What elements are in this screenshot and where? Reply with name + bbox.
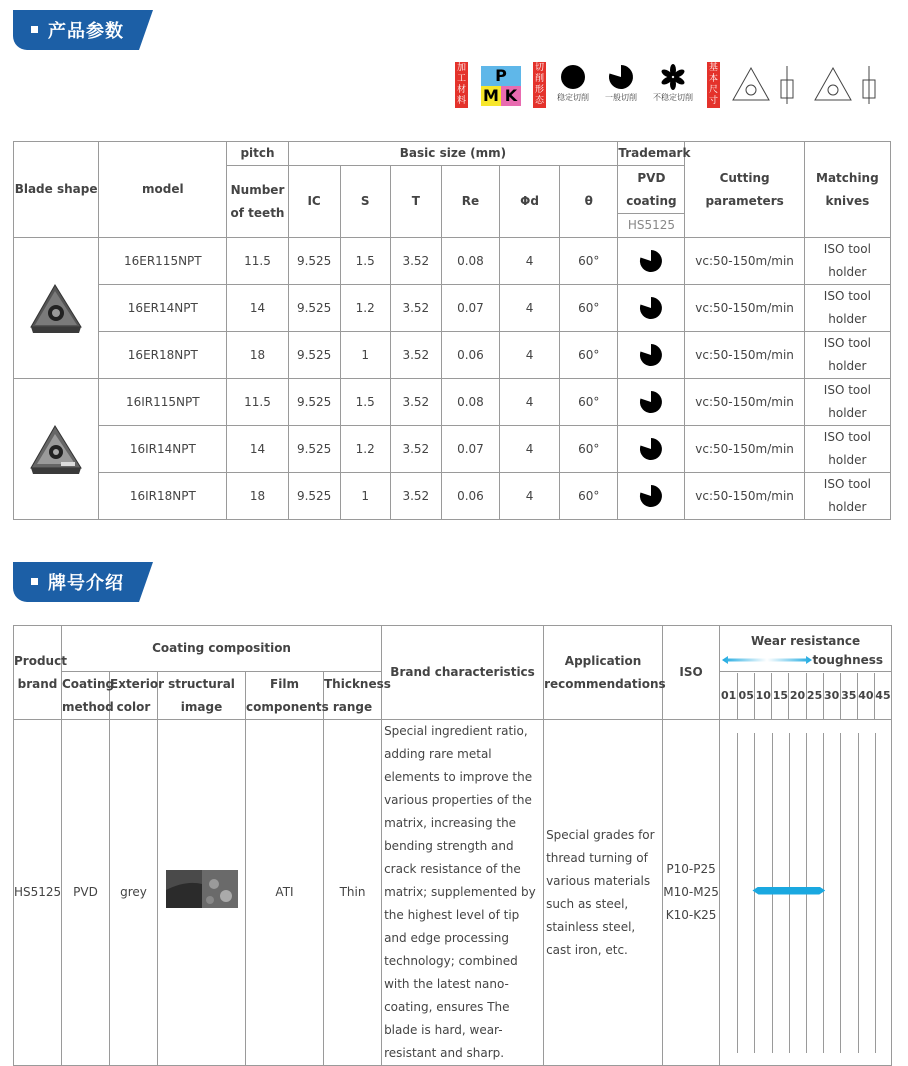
cell-t: 3.52 bbox=[390, 473, 441, 520]
cell-teeth: 18 bbox=[227, 332, 288, 379]
cell-ic: 9.525 bbox=[288, 285, 340, 332]
cell-color: grey bbox=[110, 720, 158, 1066]
cell-teeth: 14 bbox=[227, 285, 288, 332]
th-pvd: PVD coating bbox=[618, 166, 685, 214]
cell-s: 1 bbox=[340, 473, 390, 520]
cell-brand: HS5125 bbox=[14, 720, 62, 1066]
chip-normal bbox=[599, 62, 643, 103]
th-scale bbox=[720, 672, 892, 720]
dimension-diagrams bbox=[725, 62, 895, 108]
cell-coating bbox=[618, 332, 685, 379]
pmk-k: K bbox=[501, 86, 521, 106]
cell-ic: 9.525 bbox=[288, 426, 340, 473]
cell-d: 4 bbox=[500, 332, 560, 379]
cell-cutting: vc:50-150m/min bbox=[685, 332, 804, 379]
cell-ic: 9.525 bbox=[288, 332, 340, 379]
scale-row bbox=[720, 673, 891, 719]
cell-wear-chart bbox=[720, 720, 892, 1066]
cell-film: ATI bbox=[246, 720, 324, 1066]
grid-line bbox=[823, 733, 824, 1053]
cell-d: 4 bbox=[500, 238, 560, 285]
grid-line bbox=[875, 733, 876, 1053]
wear-range-bar bbox=[752, 887, 825, 895]
th-s: S bbox=[340, 166, 390, 238]
cell-t: 3.52 bbox=[390, 238, 441, 285]
cell-t: 3.52 bbox=[390, 379, 441, 426]
cell-re: 0.07 bbox=[441, 426, 499, 473]
section-title: 牌号介绍 bbox=[48, 573, 124, 594]
grid-line bbox=[737, 733, 738, 1053]
cell-re: 0.07 bbox=[441, 285, 499, 332]
table-row bbox=[14, 379, 891, 426]
scale-tick-05: 05 bbox=[737, 673, 754, 719]
th-color: Exterior color bbox=[110, 672, 158, 720]
cell-coating bbox=[618, 426, 685, 473]
wear-grid bbox=[720, 733, 891, 1053]
cell-teeth: 11.5 bbox=[227, 238, 288, 285]
cell-ic: 9.525 bbox=[288, 473, 340, 520]
cell-knife: ISO tool holder bbox=[804, 379, 890, 426]
chip-label: 稳定切削 bbox=[557, 93, 589, 102]
section-header-params bbox=[13, 10, 165, 52]
cell-model: 16ER18NPT bbox=[99, 332, 227, 379]
wear-toughness-row bbox=[720, 653, 891, 667]
th-knives: Matching knives bbox=[804, 142, 890, 238]
insert-internal-image bbox=[14, 379, 99, 520]
bullet-icon bbox=[31, 26, 38, 33]
wear-label: Wear resistance bbox=[750, 634, 861, 648]
pacman-circle-icon bbox=[608, 64, 634, 90]
pacman-circle-icon bbox=[639, 343, 663, 367]
th-grade: HS5125 bbox=[618, 214, 685, 238]
cell-knife: ISO tool holder bbox=[804, 332, 890, 379]
th-model: model bbox=[99, 142, 227, 238]
cell-coating bbox=[618, 285, 685, 332]
th-wear bbox=[720, 626, 892, 672]
cell-cutting: vc:50-150m/min bbox=[685, 238, 804, 285]
chip-tag: 切削形态 bbox=[534, 63, 544, 106]
cell-characteristics: Special ingredient ratio, adding rare metal elements to improve the various properties of the matrix, increasing the bending strength and crack resistance of the matrix; supplemented by the highest level of tip and edge processing technology; combined with the latest nano-coating, ensures The blade is hard, wear-resistant and sharp. bbox=[382, 720, 544, 1066]
size-tag: 基本尺寸 bbox=[708, 63, 718, 106]
cell-d: 4 bbox=[500, 285, 560, 332]
cell-structural-image bbox=[158, 720, 246, 1066]
scale-tick-01: 01 bbox=[720, 688, 737, 702]
scale-tick-35: 35 bbox=[840, 673, 857, 719]
cell-cutting: vc:50-150m/min bbox=[685, 285, 804, 332]
cell-s: 1 bbox=[340, 332, 390, 379]
cell-t: 3.52 bbox=[390, 426, 441, 473]
pacman-circle-icon bbox=[639, 390, 663, 414]
cell-theta: 60° bbox=[560, 379, 618, 426]
th-basic-size: Basic size (mm) bbox=[288, 142, 618, 166]
cell-theta: 60° bbox=[560, 285, 618, 332]
table-row bbox=[14, 426, 891, 473]
table-row bbox=[14, 473, 891, 520]
cell-model: 16IR18NPT bbox=[99, 473, 227, 520]
th-image: structural image bbox=[158, 672, 246, 720]
cell-re: 0.06 bbox=[441, 332, 499, 379]
cell-teeth: 18 bbox=[227, 473, 288, 520]
cell-knife: ISO tool holder bbox=[804, 238, 890, 285]
th-re: Re bbox=[441, 166, 499, 238]
cell-coating bbox=[618, 238, 685, 285]
legend-strip bbox=[455, 62, 895, 112]
full-circle-icon bbox=[560, 64, 586, 90]
bullet-icon bbox=[31, 578, 38, 585]
cell-knife: ISO tool holder bbox=[804, 426, 890, 473]
cell-method: PVD bbox=[62, 720, 110, 1066]
product-params-table bbox=[13, 141, 891, 520]
th-coating-comp: Coating composition bbox=[62, 626, 382, 672]
th-t: T bbox=[390, 166, 441, 238]
pmk-p: P bbox=[481, 66, 521, 86]
cell-ic: 9.525 bbox=[288, 379, 340, 426]
cell-knife: ISO tool holder bbox=[804, 473, 890, 520]
insert-icon bbox=[25, 418, 87, 480]
cell-t: 3.52 bbox=[390, 285, 441, 332]
cell-thickness: Thin bbox=[324, 720, 382, 1066]
grid-line bbox=[754, 733, 755, 1053]
scale-tick-10: 10 bbox=[754, 673, 771, 719]
cell-t: 3.52 bbox=[390, 332, 441, 379]
cell-knife: ISO tool holder bbox=[804, 285, 890, 332]
cell-teeth: 14 bbox=[227, 426, 288, 473]
cell-s: 1.5 bbox=[340, 379, 390, 426]
chip-unstable bbox=[651, 62, 695, 103]
cell-application: Special grades for thread turning of various materials such as steel, stainless steel, cast iron, etc. bbox=[544, 720, 663, 1066]
cell-cutting: vc:50-150m/min bbox=[685, 473, 804, 520]
grid-line bbox=[858, 733, 859, 1053]
table-row bbox=[14, 238, 891, 285]
cell-teeth: 11.5 bbox=[227, 379, 288, 426]
cell-cutting: vc:50-150m/min bbox=[685, 426, 804, 473]
cell-coating bbox=[618, 379, 685, 426]
th-characteristics: Brand characteristics bbox=[382, 626, 544, 720]
cell-ic: 9.525 bbox=[288, 238, 340, 285]
pacman-circle-icon bbox=[639, 484, 663, 508]
fan-icon bbox=[660, 64, 686, 90]
th-application: Application recommendations bbox=[544, 626, 663, 720]
insert-icon bbox=[25, 277, 87, 339]
cell-theta: 60° bbox=[560, 238, 618, 285]
th-method: Coating method bbox=[62, 672, 110, 720]
th-ic: IC bbox=[288, 166, 340, 238]
table-row bbox=[14, 720, 892, 1066]
cell-model: 16IR14NPT bbox=[99, 426, 227, 473]
th-thickness: Thickness range bbox=[324, 672, 382, 720]
cell-theta: 60° bbox=[560, 332, 618, 379]
th-trademark: Trademark bbox=[618, 142, 685, 166]
cell-s: 1.5 bbox=[340, 238, 390, 285]
cell-re: 0.08 bbox=[441, 238, 499, 285]
cell-model: 16ER14NPT bbox=[99, 285, 227, 332]
pmk-m: M bbox=[481, 86, 501, 106]
cell-model: 16ER115NPT bbox=[99, 238, 227, 285]
th-d: Φd bbox=[500, 166, 560, 238]
scale-tick-20: 20 bbox=[788, 673, 805, 719]
cell-cutting: vc:50-150m/min bbox=[685, 379, 804, 426]
cell-theta: 60° bbox=[560, 426, 618, 473]
toughness-label: toughness bbox=[812, 653, 884, 667]
th-iso: ISO bbox=[663, 626, 720, 720]
section-header-brand bbox=[13, 562, 165, 604]
cell-iso: P10-P25 M10-M25 K10-K25 bbox=[663, 720, 720, 1066]
section-title: 产品参数 bbox=[48, 21, 124, 42]
cell-theta: 60° bbox=[560, 473, 618, 520]
th-pitch: pitch bbox=[227, 142, 288, 166]
chip-stable bbox=[551, 62, 595, 103]
structure-image bbox=[166, 870, 238, 908]
scale-tick-40: 40 bbox=[857, 673, 874, 719]
scale-tick-30: 30 bbox=[823, 673, 840, 719]
pacman-circle-icon bbox=[639, 437, 663, 461]
th-theta: θ bbox=[560, 166, 618, 238]
cell-d: 4 bbox=[500, 473, 560, 520]
table-row bbox=[14, 285, 891, 332]
cell-d: 4 bbox=[500, 426, 560, 473]
cell-re: 0.08 bbox=[441, 379, 499, 426]
gradient-arrow-icon bbox=[722, 656, 812, 664]
th-teeth: Number of teeth bbox=[227, 166, 288, 238]
th-film: Film components bbox=[246, 672, 324, 720]
cell-re: 0.06 bbox=[441, 473, 499, 520]
th-blade-shape: Blade shape bbox=[14, 142, 99, 238]
scale-tick-45: 45 bbox=[874, 673, 891, 719]
material-tag: 加工材料 bbox=[456, 63, 466, 106]
cell-s: 1.2 bbox=[340, 285, 390, 332]
insert-external-image bbox=[14, 238, 99, 379]
cell-s: 1.2 bbox=[340, 426, 390, 473]
cell-coating bbox=[618, 473, 685, 520]
pacman-circle-icon bbox=[639, 296, 663, 320]
brand-table bbox=[13, 625, 892, 1066]
grid-line bbox=[840, 733, 841, 1053]
table-row bbox=[14, 332, 891, 379]
chip-label: 一般切削 bbox=[605, 93, 637, 102]
pacman-circle-icon bbox=[639, 249, 663, 273]
scale-tick-25: 25 bbox=[806, 673, 823, 719]
chip-label: 不稳定切削 bbox=[653, 93, 693, 102]
th-cutting: Cutting parameters bbox=[685, 142, 804, 238]
cell-d: 4 bbox=[500, 379, 560, 426]
pmk-badge bbox=[481, 66, 521, 106]
scale-tick-15: 15 bbox=[771, 673, 788, 719]
th-brand: Product brand bbox=[14, 626, 62, 720]
cell-model: 16IR115NPT bbox=[99, 379, 227, 426]
